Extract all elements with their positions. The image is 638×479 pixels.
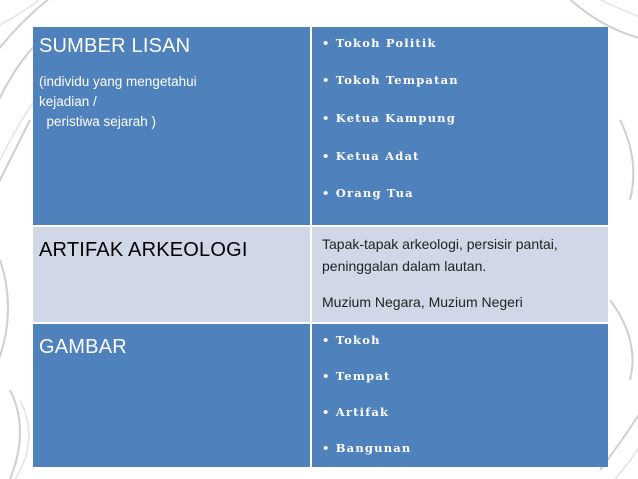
row-artifak-text-cell <box>310 225 608 322</box>
row-heading: GAMBAR <box>39 336 127 358</box>
text-line: peninggalan dalam lautan. <box>322 258 487 274</box>
row-gambar-heading-cell <box>33 322 310 467</box>
row-heading: SUMBER LISAN <box>39 35 191 57</box>
row-heading: ARTIFAK ARKEOLOGI <box>39 239 248 261</box>
list-item: • Tokoh Politik <box>322 36 437 50</box>
list-item: • Orang Tua <box>322 186 414 200</box>
list-item: • Bangunan <box>322 441 412 455</box>
row-artifak-heading-cell <box>33 225 310 322</box>
row-subtitle-line: (individu yang mengetahui <box>39 74 197 89</box>
row-gambar-items-cell <box>310 322 608 467</box>
text-line: Tapak-tapak arkeologi, persisir pantai, <box>322 236 558 252</box>
row-subtitle-line: kejadian / <box>39 94 97 109</box>
list-item: • Tempat <box>322 369 391 383</box>
list-item: • Ketua Adat <box>322 149 420 163</box>
text-line: Muzium Negara, Muzium Negeri <box>322 294 523 310</box>
list-item: • Tokoh Tempatan <box>322 73 459 87</box>
list-item: • Tokoh <box>322 333 381 347</box>
row-sumber-lisan-items-cell <box>310 27 608 225</box>
row-sumber-lisan-heading-cell <box>33 27 310 225</box>
list-item: • Artifak <box>322 405 390 419</box>
row-subtitle-line: peristiwa sejarah ) <box>39 114 157 129</box>
list-item: • Ketua Kampung <box>322 111 456 125</box>
sources-table <box>33 27 608 467</box>
